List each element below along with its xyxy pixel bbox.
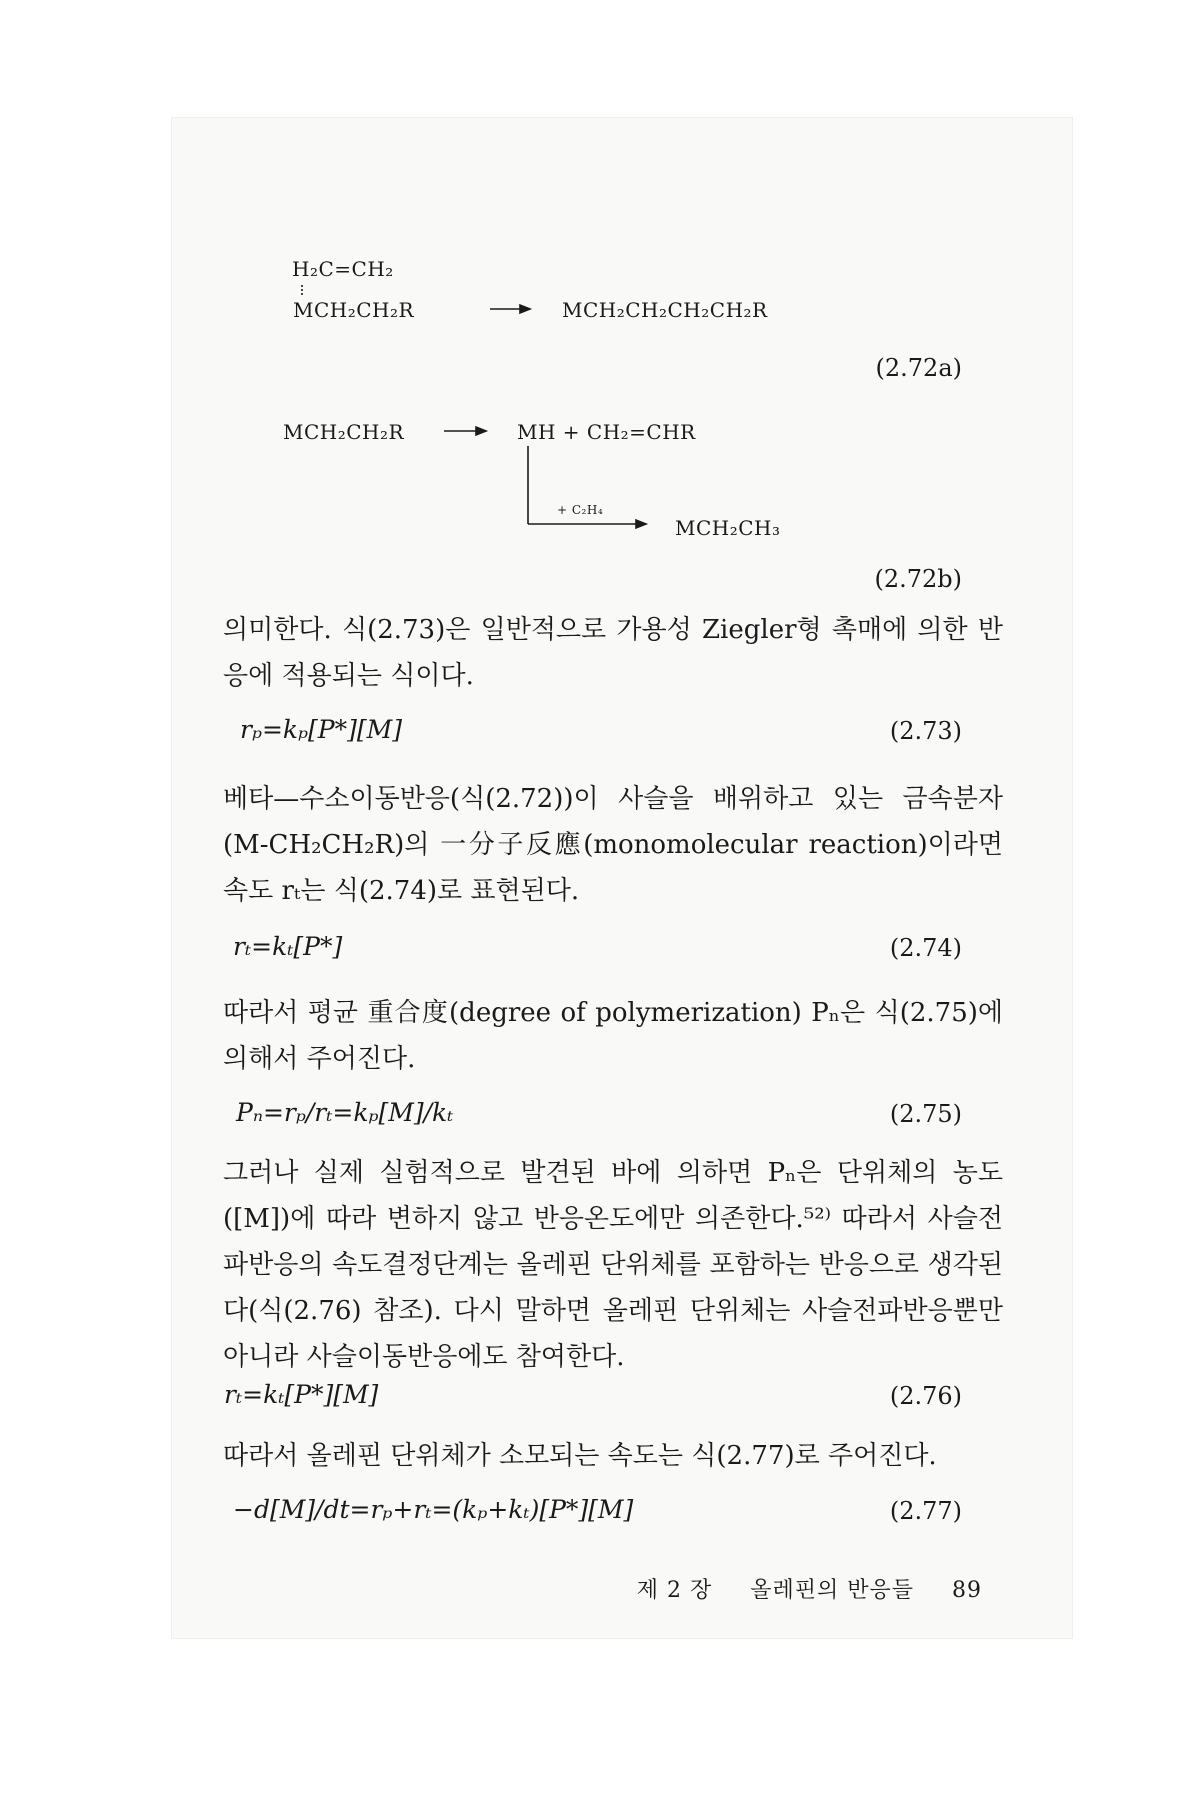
- scheme-a-reactant: MCH₂CH₂R: [293, 298, 415, 322]
- equation-2-73: rₚ=kₚ[P*][M]: [240, 715, 402, 744]
- arrow-b-head: [476, 427, 486, 435]
- paragraph-2: 베타—수소이동반응(식(2.72))이 사슬을 배위하고 있는 금속분자(M-CH₂CH₂R)의 一分子反應(monomolecular reaction)이라면 속도 rₜ는 식(2.74)로 표현된다.: [223, 784, 1003, 906]
- footer-chapter: 제 2 장: [636, 1578, 713, 1603]
- paragraph-1: 의미한다. 식(2.73)은 일반적으로 가용성 Ziegler형 촉매에 의한 반응에 적용되는 식이다.: [223, 615, 1003, 691]
- scheme-a-ethylene: H₂C=CH₂: [292, 257, 394, 281]
- page-footer: [637, 1573, 982, 1604]
- paragraph-5: 따라서 올레핀 단위체가 소모되는 속도는 식(2.77)로 주어진다.: [223, 1441, 937, 1471]
- equation-2-75: Pₙ=rₚ/rₜ=kₚ[M]/kₜ: [236, 1098, 454, 1127]
- equation-2-74: rₜ=kₜ[P*]: [233, 932, 343, 961]
- scheme-b-reagent: + C₂H₄: [557, 503, 604, 517]
- equation-number-2-72a: (2.72a): [875, 354, 962, 382]
- page-number: 89: [952, 1578, 982, 1603]
- equation-2-77: −d[M]/dt=rₚ+rₜ=(kₚ+kₜ)[P*][M]: [233, 1495, 634, 1524]
- scheme-a-product: MCH₂CH₂CH₂CH₂R: [562, 298, 768, 322]
- scheme-b-reactant: MCH₂CH₂R: [283, 420, 405, 444]
- equation-number-2-77: (2.77): [889, 1497, 962, 1525]
- paragraph-4: 그러나 실제 실험적으로 발견된 바에 의하면 Pₙ은 단위체의 농도([M])에 따라 변하지 않고 반응온도에만 의존한다.⁵²⁾ 따라서 사슬전파반응의 속도결정단계는 올레핀 단위체를 포함하는 반응으로 생각된다(식(2.76) 참조). 다시 말하면 올레핀 단위체는 사슬전파반응뿐만 아니라 사슬이동반응에도 참여한다.: [223, 1158, 1003, 1372]
- scheme-b-side-product: MCH₂CH₃: [675, 516, 781, 540]
- arrow-a-head: [520, 305, 530, 313]
- equation-number-2-73: (2.73): [889, 717, 962, 745]
- equation-number-2-74: (2.74): [889, 934, 962, 962]
- equation-2-76: rₜ=kₜ[P*][M]: [224, 1380, 379, 1409]
- equation-number-2-72b: (2.72b): [874, 565, 962, 593]
- footer-title: 올레핀의 반응들: [750, 1578, 914, 1603]
- paragraph-3: 따라서 평균 重合度(degree of polymerization) Pₙ은 식(2.75)에 의해서 주어진다.: [223, 998, 1003, 1074]
- arrow-branch-head: [636, 520, 646, 528]
- equation-number-2-75: (2.75): [889, 1100, 962, 1128]
- scheme-b-product: MH + CH₂=CHR: [517, 420, 696, 444]
- equation-number-2-76: (2.76): [889, 1382, 962, 1410]
